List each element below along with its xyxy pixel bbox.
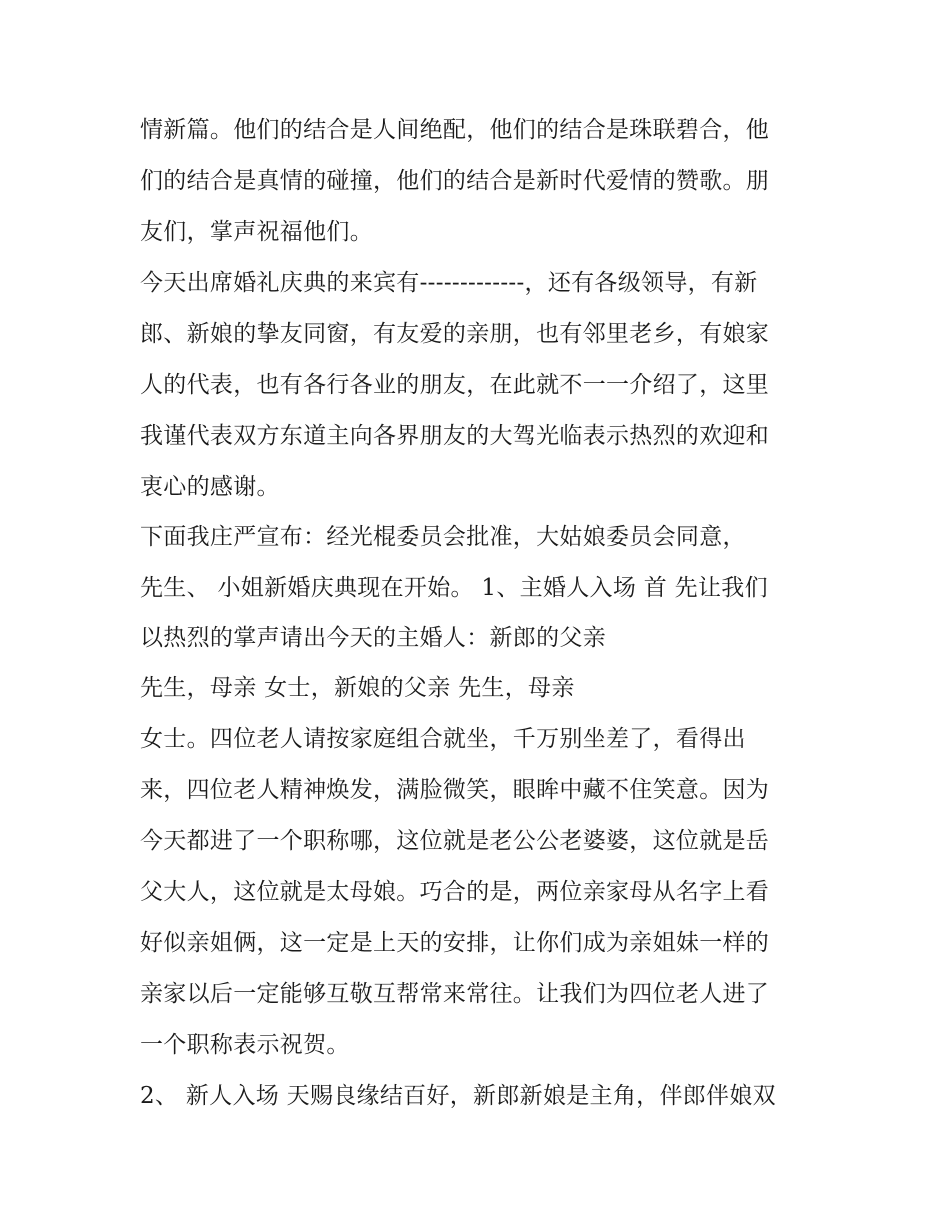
text-line: 好似亲姐俩，这一定是上天的安排，让你们成为亲姐妹一样的 (140, 930, 770, 956)
text-line: 亲家以后一定能够互敬互帮常来常往。让我们为四位老人进了 (140, 981, 770, 1007)
text-line: 2、 新人入场 天赐良缘结百好，新郎新娘是主角，伴郎伴娘双 (140, 1083, 776, 1109)
text-line: 今天出席婚礼庆典的来宾有-------------，还有各级领导，有新 (140, 270, 758, 296)
text-line: 来，四位老人精神焕发，满脸微笑，眼眸中藏不住笑意。因为 (140, 777, 770, 803)
text-line: 以热烈的掌声请出今天的主婚人：新郎的父亲 (140, 625, 606, 651)
text-line: 女士。四位老人请按家庭组合就坐，千万别坐差了，看得出 (140, 726, 746, 752)
text-line: 先生，母亲 女士，新娘的父亲 先生，母亲 (140, 675, 575, 701)
text-line: 友们，掌声祝福他们。 (140, 219, 373, 245)
text-line: 今天都进了一个职称哪，这位就是老公公老婆婆，这位就是岳 (140, 828, 770, 854)
text-line: 我谨代表双方东道主向各界朋友的大驾光临表示热烈的欢迎和 (140, 423, 770, 449)
text-line: 一个职称表示祝贺。 (140, 1032, 350, 1058)
text-line: 衷心的感谢。 (140, 474, 280, 500)
text-line: 们的结合是真情的碰撞，他们的结合是新时代爱情的赞歌。朋 (140, 168, 770, 194)
text-line: 人的代表，也有各行各业的朋友，在此就不一一介绍了，这里 (140, 372, 770, 398)
text-line: 父大人，这位就是太母娘。巧合的是，两位亲家母从名字上看 (140, 879, 770, 905)
text-line: 下面我庄严宣布：经光棍委员会批准，大姑娘委员会同意， (140, 524, 746, 550)
text-line: 情新篇。他们的结合是人间绝配，他们的结合是珠联碧合，他 (140, 117, 770, 143)
text-line: 郎、新娘的挚友同窗，有友爱的亲朋，也有邻里老乡，有娘家 (140, 321, 770, 347)
text-line: 先生、 小姐新婚庆典现在开始。 1、主婚人入场 首 先让我们 (140, 575, 768, 601)
